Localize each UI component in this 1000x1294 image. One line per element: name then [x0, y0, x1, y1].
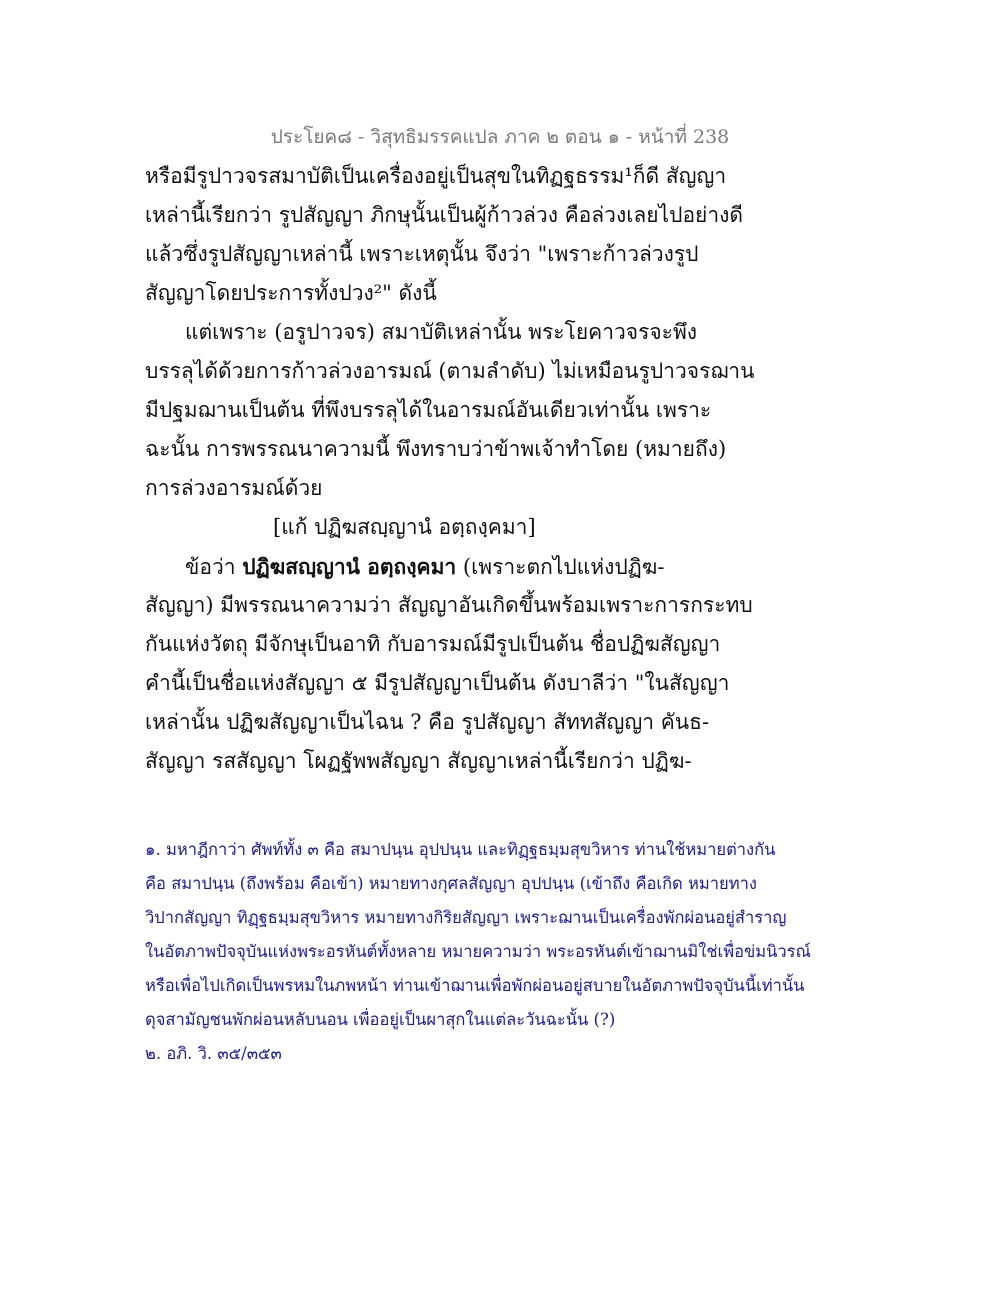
bold-term: ปฏิฆสญฺญานํ อตฺถงฺคมา	[242, 554, 457, 579]
footnote-line: ดุจสามัญชนพักผ่อนหลับนอน เพื่ออยู่เป็นผาสุกในแต่ละวันฉะนั้น (?)	[145, 1010, 616, 1029]
text-line: แล้วซึ่งรูปสัญญาเหล่านี้ เพราะเหตุนั้น จึงว่า "เพราะก้าวล่วงรูป	[145, 242, 699, 266]
footnote-line: ในอัตภาพปัจจุบันแห่งพระอรหันต์ทั้งหลาย หมายความว่า พระอรหันต์เข้าฌานมิใช่เพื่อข่มนิวรณ์	[145, 942, 811, 961]
text-line: ฉะนั้น การพรรณนาความนี้ พึงทราบว่าข้าพเจ้าทำโดย (หมายถึง)	[145, 437, 727, 461]
text-segment: (เพราะตกไปแห่งปฏิฆ-	[456, 555, 665, 579]
text-line: มีปฐมฌานเป็นต้น ที่พึงบรรลุได้ในอารมณ์อันเดียวเท่านั้น เพราะ	[145, 398, 712, 422]
text-line: สัญญา รสสัญญา โผฏฐัพพสัญญา สัญญาเหล่านี้เรียกว่า ปฏิฆ-	[145, 749, 692, 773]
text-line: สัญญาโดยประการทั้งปวง²" ดังนี้	[145, 281, 437, 305]
main-text	[145, 157, 845, 781]
text-line: หรือมีรูปาวจรสมาบัติเป็นเครื่องอยู่เป็นสุขในทิฏฐธรรม¹ก็ดี สัญญา	[145, 164, 727, 188]
footnote-line: ๒. อภิ. วิ. ๓๕/๓๕๓	[145, 1044, 282, 1063]
footnote-line: ๑. มหาฎีกาว่า ศัพท์ทั้ง ๓ คือ สมาปนฺน อุปปนฺน และทิฏฺฐธมฺมสุขวิหาร ท่านใช้หมายต่างกัน	[145, 840, 776, 859]
footnotes	[145, 833, 845, 1071]
text-line: การล่วงอารมณ์ด้วย	[145, 476, 323, 500]
text-line: กันแห่งวัตถุ มีจักษุเป็นอาทิ กับอารมณ์มีรูปเป็นต้น ชื่อปฏิฆสัญญา	[145, 632, 721, 656]
section-heading: [แก้ ปฏิฆสญฺญานํ อตฺถงฺคมา]	[273, 515, 536, 539]
text-line: เหล่านั้น ปฏิฆสัญญาเป็นไฉน ? คือ รูปสัญญา สัททสัญญา คันธ-	[145, 710, 710, 734]
page-header: ประโยค๘ - วิสุทธิมรรคแปล ภาค ๒ ตอน ๑ - หน้าที่ 238	[270, 126, 730, 148]
text-line: เหล่านี้เรียกว่า รูปสัญญา ภิกษุนั้นเป็นผู้ก้าวล่วง คือล่วงเลยไปอย่างดี	[145, 203, 744, 227]
text-line: สัญญา) มีพรรณนาความว่า สัญญาอันเกิดขึ้นพร้อมเพราะการกระทบ	[145, 593, 753, 617]
text-line	[145, 547, 845, 586]
text-segment: ข้อว่า	[185, 555, 243, 579]
text-line: แต่เพราะ (อรูปาวจร) สมาบัติเหล่านั้น พระโยคาวจรจะพึง	[185, 320, 698, 344]
text-line: บรรลุได้ด้วยการก้าวล่วงอารมณ์ (ตามลำดับ) ไม่เหมือนรูปาวจรฌาน	[145, 359, 755, 383]
footnote-line: วิปากสัญญา ทิฏฺฐธมฺมสุขวิหาร หมายทางกิริยสัญญา เพราะฌานเป็นเครื่องพักผ่อนอยู่สำราญ	[145, 908, 787, 927]
text-line: คำนี้เป็นชื่อแห่งสัญญา ๕ มีรูปสัญญาเป็นต้น ดังบาลีว่า "ในสัญญา	[145, 671, 730, 695]
footnote-line: คือ สมาปนฺน (ถึงพร้อม คือเข้า) หมายทางกุศลสัญญา อุปปนฺน (เข้าถึง คือเกิด หมายทาง	[145, 874, 757, 893]
footnote-line: หรือเพื่อไปเกิดเป็นพรหมในภพหน้า ท่านเข้าฌานเพื่อพักผ่อนอยู่สบายในอัตภาพปัจจุบันนี้เท่านั้น	[145, 976, 805, 995]
